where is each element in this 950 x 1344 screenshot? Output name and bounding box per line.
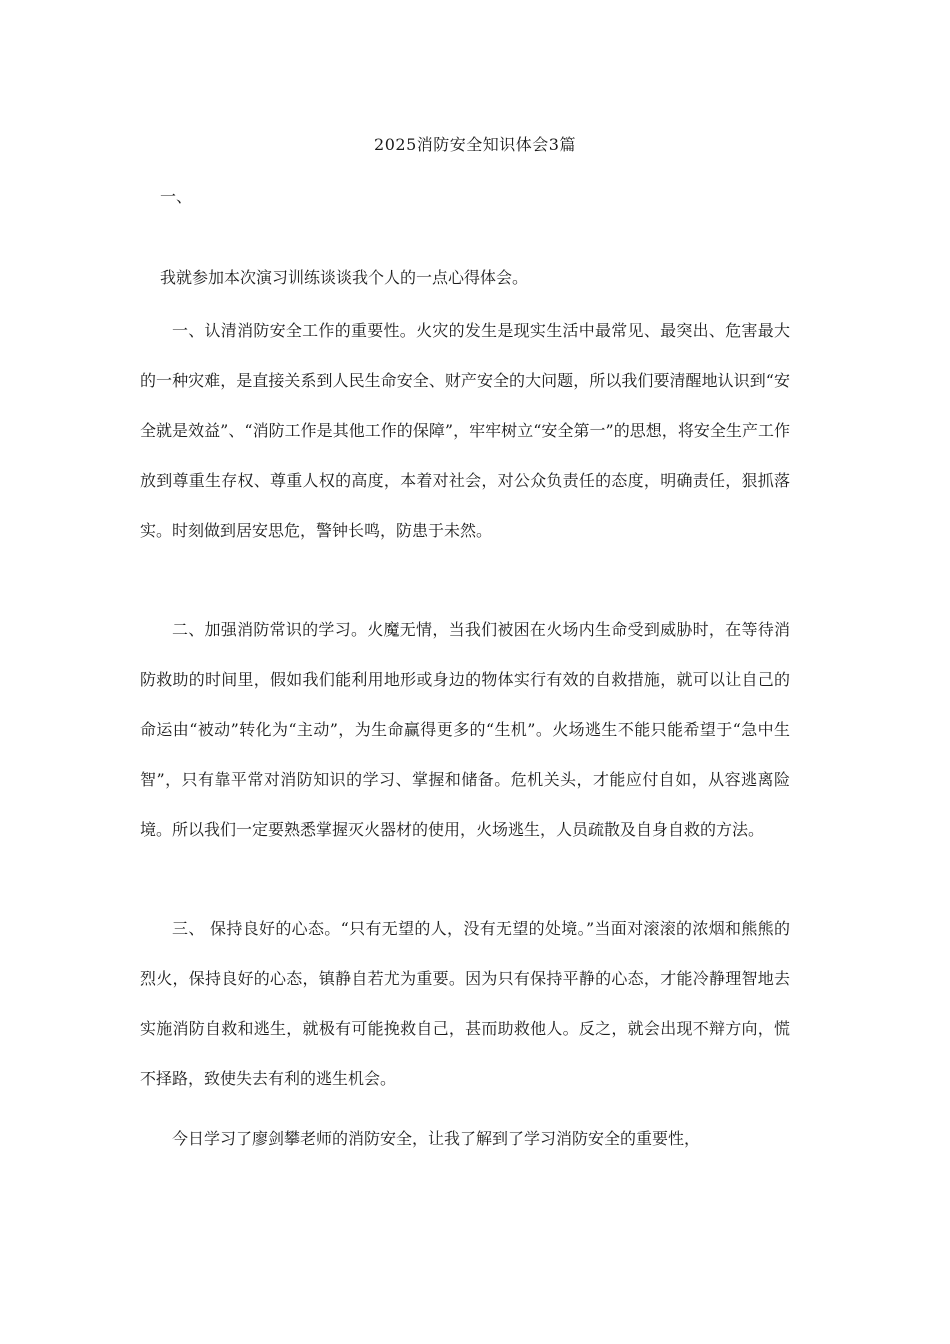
paragraph-mindset: 三、 保持良好的心态。“只有无望的人，没有无望的处境。”当面对滚滚的浓烟和熊熊的烈火，保持良好的心态，镇静自若尤为重要。因为只有保持平静的心态，才能冷静理智地去实施消防自救和逃生，就极有可能挽救自己，甚而助救他人。反之，就会出现不辩方向，慌不择路，致使失去有利的逃生机会。: [140, 919, 790, 1088]
document-title: 2025消防安全知识体会3篇: [374, 135, 576, 154]
intro-paragraph: 我就参加本次演习训练谈谈我个人的一点心得体会。: [160, 268, 529, 287]
paragraph-importance: 一、认清消防安全工作的重要性。火灾的发生是现实生活中最常见、最突出、危害最大的一种灾难，是直接关系到人民生命安全、财产安全的大问题，所以我们要清醒地认识到“安全就是效益”、“消防工作是其他工作的保障”，牢牢树立“安全第一”的思想，将安全生产工作放到尊重生存权、尊重人权的高度，本着对社会，对公众负责任的态度，明确责任，狠抓落实。时刻做到居安思危，警钟长鸣，防患于未然。: [140, 321, 790, 540]
paragraph-knowledge: 二、加强消防常识的学习。火魔无情，当我们被困在火场内生命受到威胁时，在等待消防救助的时间里，假如我们能利用地形或身边的物体实行有效的自救措施，就可以让自己的命运由“被动”转化为“主动”，为生命赢得更多的“生机”。火场逃生不能只能希望于“急中生智”，只有靠平常对消防知识的学习、掌握和储备。危机关头，才能应付自如，从容逃离险境。所以我们一定要熟悉掌握灭火器材的使用，火场逃生，人员疏散及自身自救的方法。: [140, 620, 790, 839]
paragraph-lesson: 今日学习了廖剑攀老师的消防安全，让我了解到了学习消防安全的重要性，: [172, 1129, 701, 1148]
section-number: 一、: [160, 187, 193, 206]
